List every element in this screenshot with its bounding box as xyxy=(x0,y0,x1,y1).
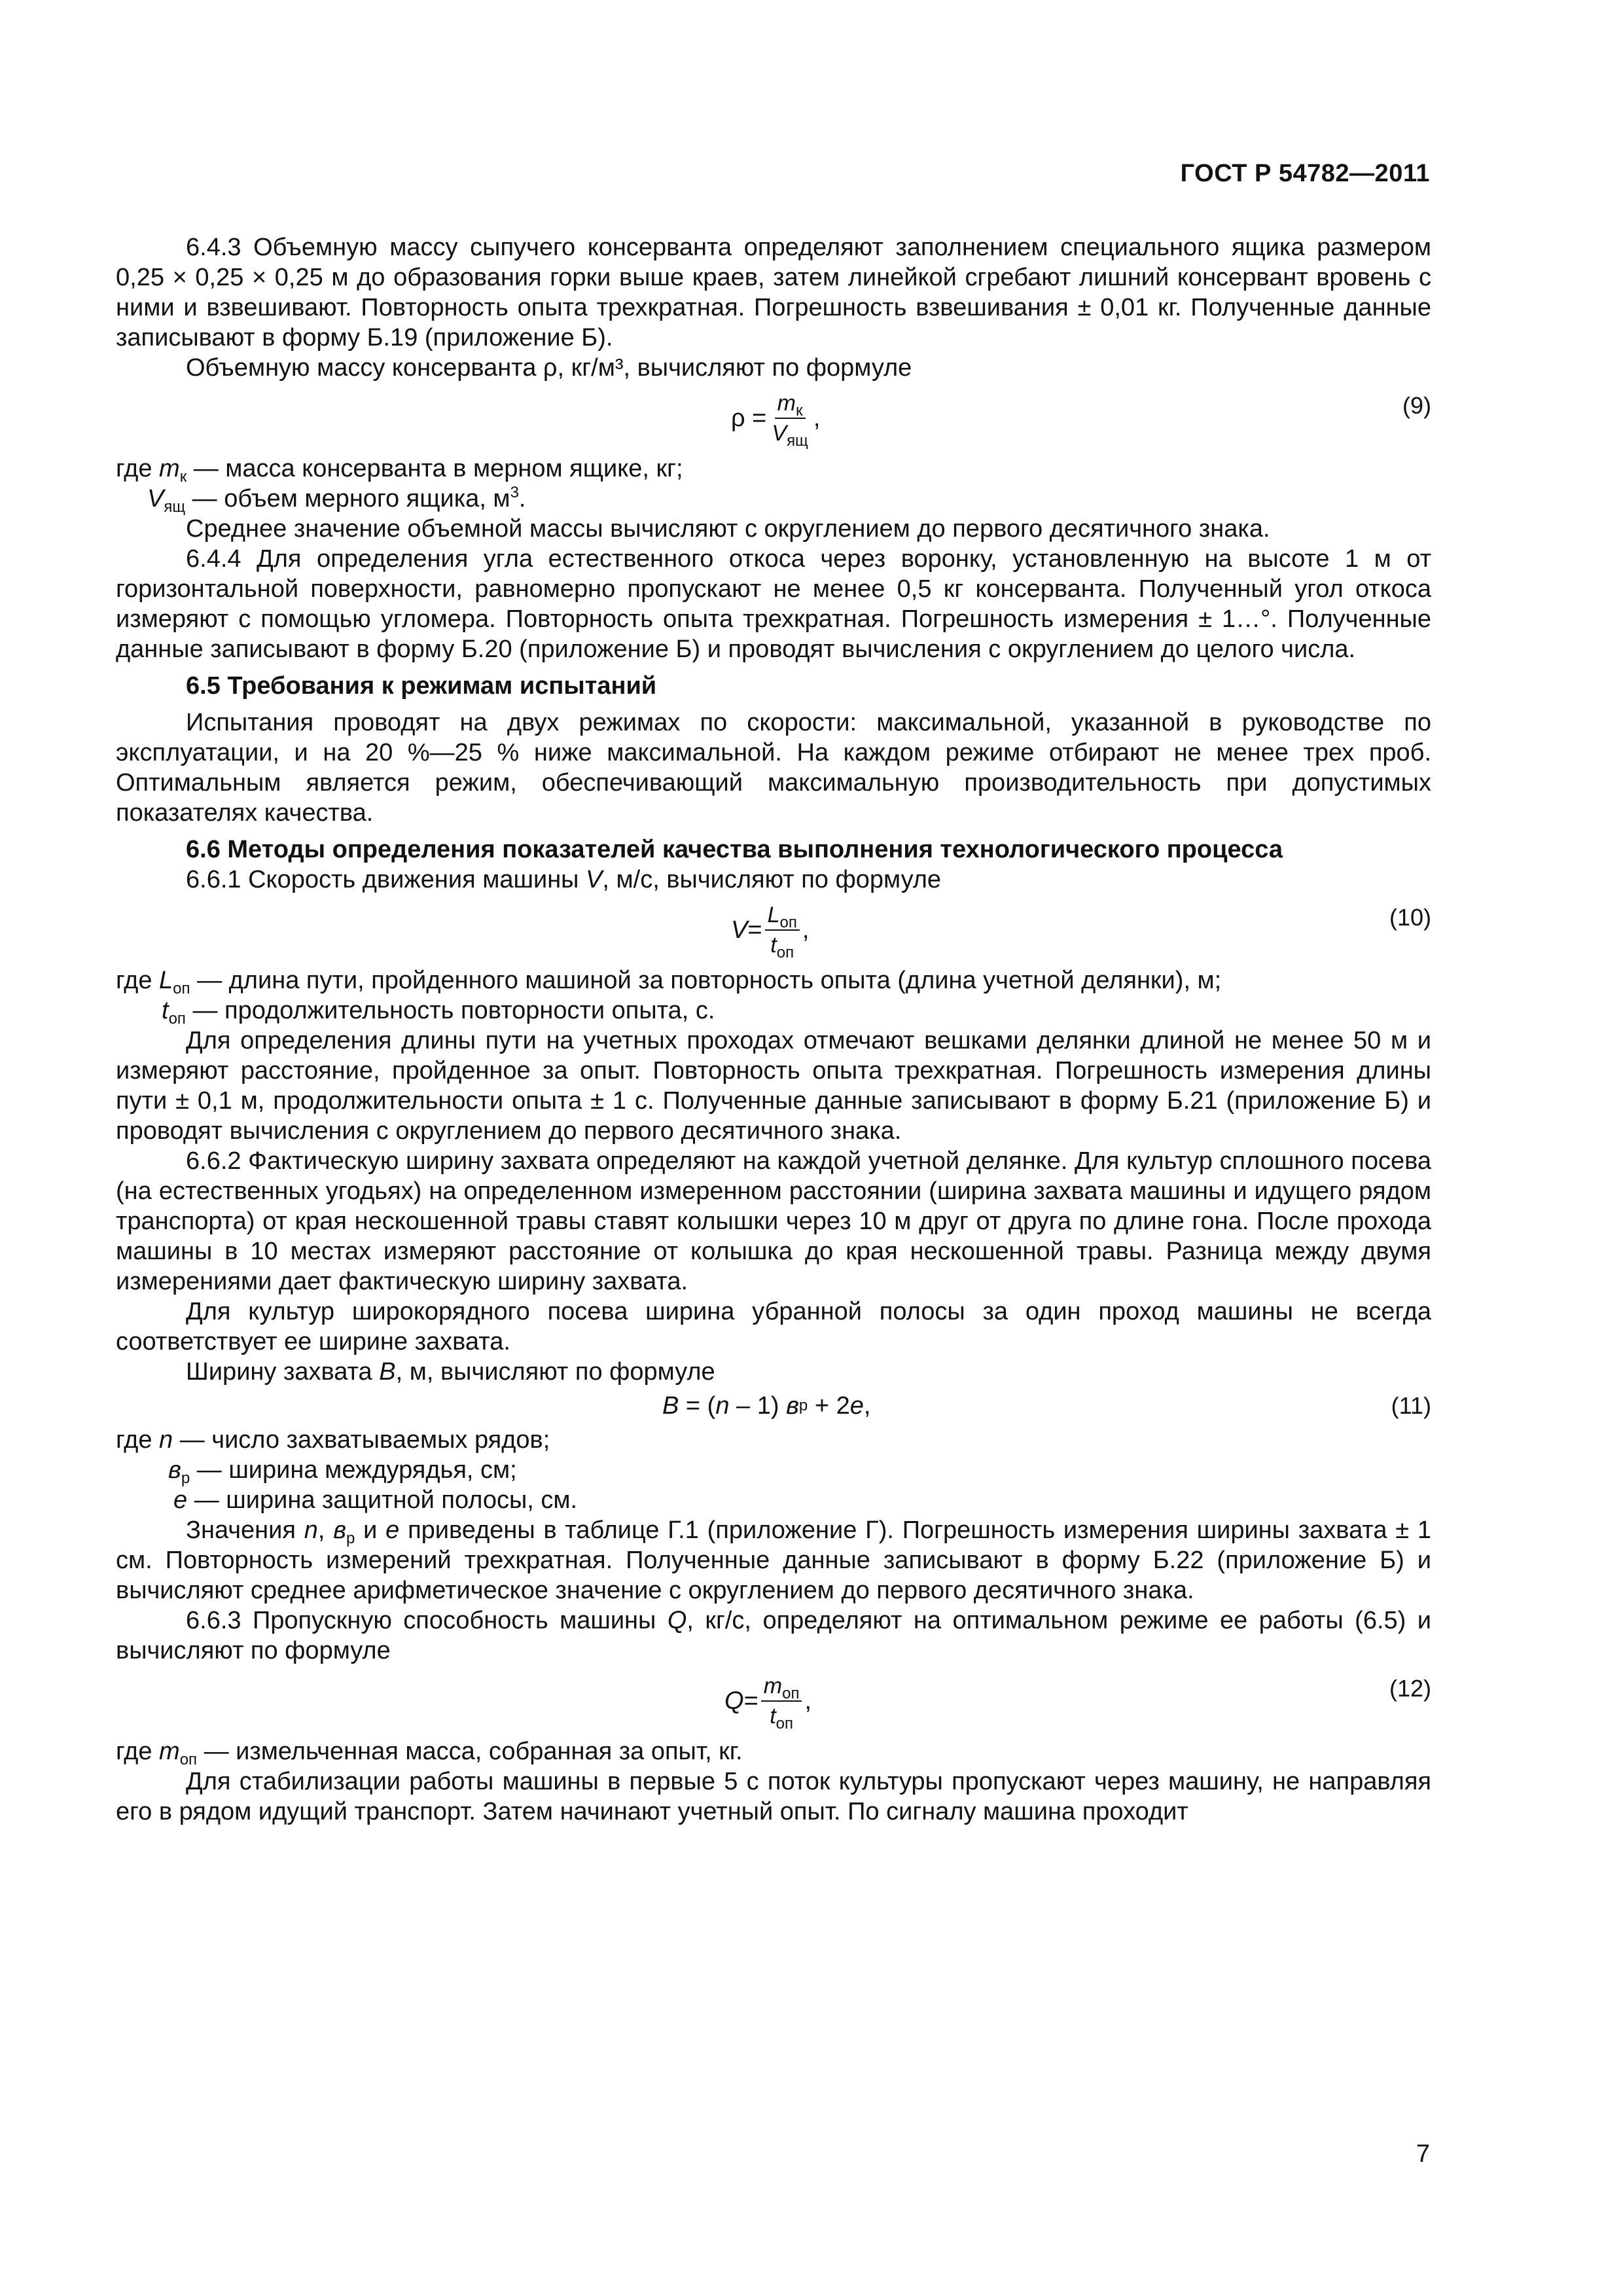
page-number: 7 xyxy=(1416,2140,1430,2168)
paragraph-6-6-2: 6.6.2 Фактическую ширину захвата определяют на каждой учетной делянке. Для культур сплошного посева (на естественных угодьях) на определенном измеренном расстоянии (ширина захвата машины и идущего рядом транспорта) от края нескошенной травы ставят колышки через 10 м друг от друга по длине гона. После прохода машины в 10 местах измеряют расстояние от колышка до края нескошенной травы. Разница между двумя измерениями дает фактическую ширину захвата. xyxy=(116,1147,1431,1295)
where-line: где $m_{оп}$ — измельченная масса, собранная за опыт, кг. xyxy=(116,1738,743,1768)
where-line: $V_{ящ}$ — объем мерного ящика, $м^3$. xyxy=(147,484,526,516)
page-body xyxy=(116,232,1431,1827)
paragraph-6-6-3: 6.6.3 Пропускную способность машины Q, кг/с, определяют на оптимальном режиме ее работы (6.5) и вычисляют по формуле xyxy=(116,1607,1431,1664)
paragraph-length: Для определения длины пути на учетных проходах отмечают вешками делянки длиной не менее 50 м и измеряют расстояние, пройденное за опыт. Повторность опыта трехкратная. Погрешность измерения длины пути ± 0,1 м, продолжительности опыта ± 1 с. Полученные данные записывают в форму Б.21 (приложение Б) и проводят вычисления с округлением до первого десятичного знака. xyxy=(116,1027,1431,1145)
paragraph-mean: Среднее значение объемной массы вычисляют с округлением до первого десятичного знака. xyxy=(186,515,1270,543)
standard-code: ГОСТ Р 54782—2011 xyxy=(1180,160,1430,187)
formula-12: Q = $\frac{m_{оп}}{t_{оп}}$ , (12) xyxy=(116,1666,1431,1736)
formula-intro-9: Объемную массу консерванта ρ, кг/м³, вычисляют по формуле xyxy=(186,354,912,382)
equation-number: (11) xyxy=(1391,1392,1431,1419)
where-line: $t_{оп}$ — продолжительность повторности опыта, с. xyxy=(162,997,715,1028)
section-heading-6-5: 6.5 Требования к режимам испытаний xyxy=(186,672,657,700)
equation-number: (12) xyxy=(1389,1675,1431,1702)
where-line: где $m_к$ — масса консерванта в мерном ящике, кг; xyxy=(116,455,683,486)
paragraph-6-5: Испытания проводят на двух режимах по скорости: максимальной, указанной в руководстве по эксплуатации, и на 20 %—25 % ниже максимальной. На каждом режиме отбирают не менее трех проб. Оптимальным является режим, обеспечивающий максимальную производительность при допустимых показателях качества. xyxy=(116,709,1431,827)
formula-9: ρ = $\frac{m_к}{V_{ящ}}$ , (9) xyxy=(116,383,1431,454)
formula-10: V = $\frac{L_{оп}}{t_{оп}}$ , (10) xyxy=(116,895,1431,965)
equation-number: (10) xyxy=(1389,904,1431,931)
paragraph-6-6-1: 6.6.1 Скорость движения машины V, м/с, вычисляют по формуле xyxy=(186,866,942,893)
paragraph-values: Значения n, $в_р$ и e приведены в таблице Г.1 (приложение Г). Погрешность измерения ширины захвата ± 1 см. Повторность измерений трехкратная. Полученные данные записывают в форму Б.22 (приложение Б) и вычисляют среднее арифметическое значение с округлением до первого десятичного знака. xyxy=(116,1516,1432,1604)
where-line: e — ширина защитной полосы, см. xyxy=(173,1486,578,1514)
paragraph-width-intro: Ширину захвата B, м, вычисляют по формуле xyxy=(186,1358,715,1386)
fraction: $\frac{m_к}{V_{ящ}}$ xyxy=(769,389,810,448)
paragraph-stabilization: Для стабилизации работы машины в первые 5 с поток культуры пропускают через машину, не направляя его в рядом идущий транспорт. Затем начинают учетный опыт. По сигналу машина проходит xyxy=(116,1768,1431,1825)
fraction: $\frac{m_{оп}}{t_{оп}}$ xyxy=(761,1672,802,1731)
paragraph-6-4-3: 6.4.3 Объемную массу сыпучего консерванта определяют заполнением специального ящика размером 0,25 × 0,25 × 0,25 м до образования горки выше краев, затем линейкой сгребают лишний консервант вровень с ними и взвешивают. Повторность опыта трехкратная. Погрешность взвешивания ± 0,01 кг. Полученные данные записывают в форму Б.19 (приложение Б). xyxy=(116,234,1431,351)
where-line: где n — число захватываемых рядов; xyxy=(116,1426,550,1454)
paragraph-6-4-4: 6.4.4 Для определения угла естественного откоса через воронку, установленную на высоте 1 м от горизонтальной поверхности, равномерно пропускают не менее 0,5 кг консерванта. Полученный угол откоса измеряют с помощью угломера. Повторность опыта трехкратная. Погрешность измерения ± 1…°. Полученные данные записывают в форму Б.20 (приложение Б) и проводят вычисления с округлением до целого числа. xyxy=(116,545,1431,663)
where-line: $в_р$ — ширина междурядья, см; xyxy=(168,1456,517,1487)
where-line: где $L_{оп}$ — длина пути, пройденного машиной за повторность опыта (длина учетной делянки), м; xyxy=(116,967,1222,997)
section-heading-6-6: 6.6 Методы определения показателей качества выполнения технологического процесса xyxy=(186,836,1283,863)
formula-11: B = ( n – 1) в р + 2 e , (11) xyxy=(662,1392,1431,1420)
equation-number: (9) xyxy=(1402,392,1431,419)
paragraph-wide-row: Для культур широкорядного посева ширина убранной полосы за один проход машины не всегда соответствует ее ширине захвата. xyxy=(116,1298,1431,1355)
fraction: $\frac{L_{оп}}{t_{оп}}$ xyxy=(765,901,800,960)
